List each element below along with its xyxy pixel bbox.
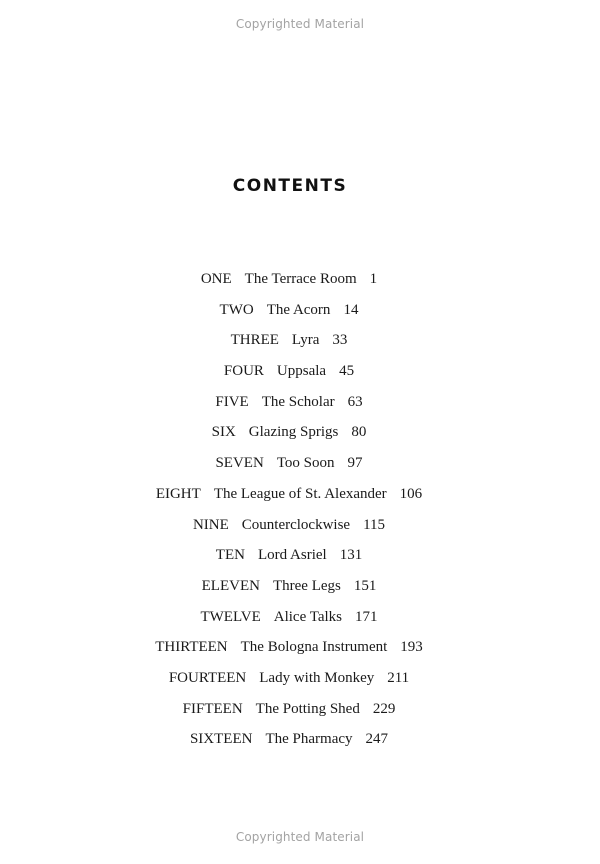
chapter-page: 171 <box>355 608 378 625</box>
chapter-title: The League of St. Alexander <box>213 485 387 502</box>
chapter-title: Counterclockwise <box>241 516 351 533</box>
toc-entry <box>0 420 578 451</box>
chapter-page: 1 <box>369 271 378 287</box>
chapter-title: The Scholar <box>261 393 335 410</box>
chapter-title: Glazing Sprigs <box>248 424 339 441</box>
toc-entry <box>0 543 578 574</box>
chapter-page: 33 <box>332 332 348 349</box>
chapter-number: SEVEN <box>215 455 264 472</box>
toc-entry <box>0 727 578 758</box>
chapter-page: 229 <box>372 700 396 717</box>
chapter-page: 45 <box>339 363 355 380</box>
chapter-title: Uppsala <box>276 363 327 380</box>
chapter-number: FIFTEEN <box>182 700 243 717</box>
chapter-page: 80 <box>351 424 367 441</box>
chapter-title: Lyra <box>291 332 320 349</box>
chapter-title: Lord Asriel <box>257 547 327 564</box>
chapter-number: THREE <box>230 332 279 349</box>
chapter-page: 97 <box>347 455 363 472</box>
chapter-page: 63 <box>347 393 363 410</box>
chapter-page: 247 <box>365 731 389 748</box>
chapter-title: The Potting Shed <box>255 700 360 717</box>
chapter-number: THIRTEEN <box>155 639 228 656</box>
chapter-number: TWELVE <box>200 608 261 625</box>
chapter-number: FIVE <box>215 393 249 410</box>
chapter-title: Lady with Monkey <box>259 669 375 686</box>
toc-entry <box>0 390 578 421</box>
chapter-page: 211 <box>387 669 410 686</box>
toc-entry <box>0 666 578 697</box>
chapter-title: Too Soon <box>276 455 335 472</box>
contents-heading: CONTENTS <box>232 176 348 196</box>
chapter-number: TWO <box>219 301 254 318</box>
chapter-page: 193 <box>400 639 423 656</box>
chapter-title: The Pharmacy <box>265 731 353 748</box>
toc-entry <box>0 328 578 359</box>
toc-entry <box>0 482 578 513</box>
chapter-number: FOUR <box>223 363 264 380</box>
chapter-title: The Bologna Instrument <box>240 639 388 656</box>
chapter-page: 151 <box>353 577 377 594</box>
toc-entry <box>0 298 578 329</box>
chapter-page: 14 <box>343 301 359 318</box>
toc-entry <box>0 359 578 390</box>
chapter-title: Alice Talks <box>273 608 342 625</box>
chapter-title: The Terrace Room <box>244 271 357 287</box>
toc-entry <box>0 513 578 544</box>
chapter-number: NINE <box>192 516 229 533</box>
table-of-contents <box>0 267 578 758</box>
chapter-number: TEN <box>215 547 245 564</box>
chapter-number: ONE <box>200 271 232 287</box>
chapter-title: The Acorn <box>266 301 331 318</box>
copyright-watermark-top: Copyrighted Material <box>235 17 365 31</box>
chapter-page: 106 <box>399 485 423 502</box>
chapter-number: FOURTEEN <box>168 669 247 686</box>
copyright-watermark-bottom: Copyrighted Material <box>235 830 365 844</box>
toc-entry <box>0 605 578 636</box>
toc-entry <box>0 635 578 666</box>
chapter-page: 115 <box>363 516 386 533</box>
toc-entry <box>0 267 578 298</box>
toc-entry <box>0 574 578 605</box>
chapter-number: SIX <box>211 424 236 441</box>
chapter-number: SIXTEEN <box>189 731 253 748</box>
chapter-number: ELEVEN <box>201 577 260 594</box>
chapter-title: Three Legs <box>272 577 341 594</box>
toc-entry <box>0 451 578 482</box>
toc-entry <box>0 697 578 728</box>
chapter-number: EIGHT <box>155 485 201 502</box>
chapter-page: 131 <box>339 547 363 564</box>
